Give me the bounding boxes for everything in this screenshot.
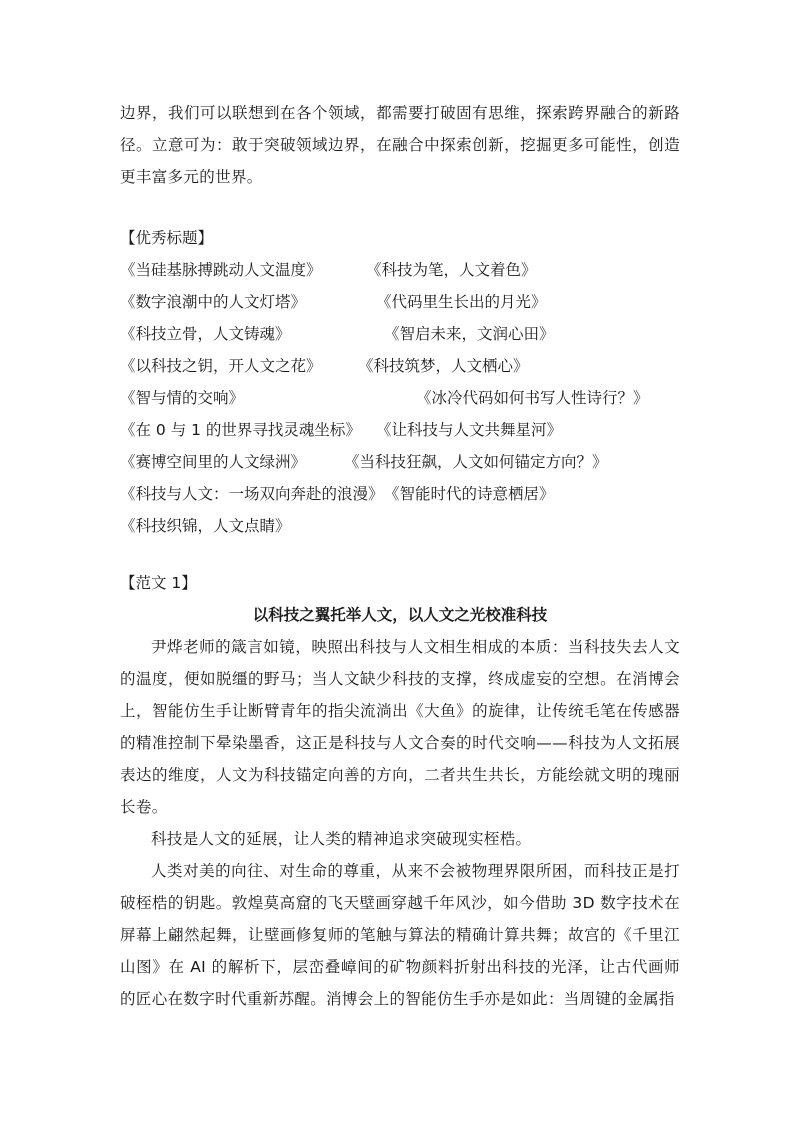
title-left: 《以科技之钥，开人文之花》 — [120, 357, 322, 375]
title-left: 《赛博空间里的人文绿洲》 — [120, 453, 307, 471]
title-right: 《当科技狂飙，人文如何锚定方向？》 — [344, 453, 608, 471]
title-right: 《科技为笔，人文着色》 — [366, 261, 537, 279]
title-right: 《让科技与人文共舞星河》 — [376, 421, 563, 439]
intro-paragraph: 边界，我们可以联想到在各个领域，都需要打破固有思维，探索跨界融合的新路径。立意可为：敢于突破领域边界，在融合中探索创新，挖掘更多可能性，创造更丰富多元的世界。 — [120, 104, 680, 186]
title-right: 《科技筑梦，人文栖心》 — [358, 357, 529, 375]
title-right: 《智能时代的诗意栖居》 — [384, 485, 555, 503]
title-left: 《当硅基脉搏跳动人文温度》 — [120, 261, 322, 279]
title-right: 《冰冷代码如何书写人性诗行？》 — [416, 389, 649, 407]
title-right: 《代码里生长出的月光》 — [376, 293, 547, 311]
essay-heading: 【范文 1】 — [120, 574, 197, 592]
titles-heading: 【优秀标题】 — [120, 229, 214, 247]
essay-paragraph: 科技是人文的延展，让人类的精神追求突破现实桎梏。 — [151, 830, 532, 848]
title-left: 《在 0 与 1 的世界寻找灵魂坐标》 — [120, 421, 361, 439]
essay-paragraph: 尹烨老师的箴言如镜，映照出科技与人文相生相成的本质：当科技失去人文的温度，便如脱缰的野马；当人文缺少科技的支撑，终成虚妄的空想。在消博会上，智能仿生手让断臂青年的指尖流淌出《大鱼》的旋律，让传统毛笔在传感器的精准控制下晕染墨香，这正是科技与人文合奏的时代交响——科技为人文拓展表达的维度，人文为科技锚定向善的方向，二者共生共长，方能绘就文明的瑰丽长卷。 — [120, 638, 680, 816]
title-left: 《科技立骨，人文铸魂》 — [120, 325, 291, 343]
title-left: 《数字浪潮中的人文灯塔》 — [120, 293, 307, 311]
essay-paragraph: 人类对美的向往、对生命的尊重，从来不会被物理界限所困，而科技正是打破桎梏的钥匙。敦煌莫高窟的飞天壁画穿越千年风沙，如今借助 3D 数字技术在屏幕上翩然起舞，让壁画修复师的笔触与算法的精确计算共舞；故宫的《千里江山图》在 AI 的解析下，层峦叠嶂间的矿物颜料折射出科技的光泽，让古代画师的匠心在数字时代重新苏醒。消博会上的智能仿生手亦是如此：当周键的金属指 — [120, 862, 680, 1008]
title-left: 《科技与人文：一场双向奔赴的浪漫》 — [120, 485, 384, 503]
essay-title: 以科技之翼托举人文，以人文之光校准科技 — [252, 606, 548, 624]
title-left: 《科技织锦，人文点睛》 — [120, 517, 291, 535]
title-right: 《智启未来，文润心田》 — [384, 325, 555, 343]
title-left: 《智与情的交响》 — [120, 389, 245, 407]
